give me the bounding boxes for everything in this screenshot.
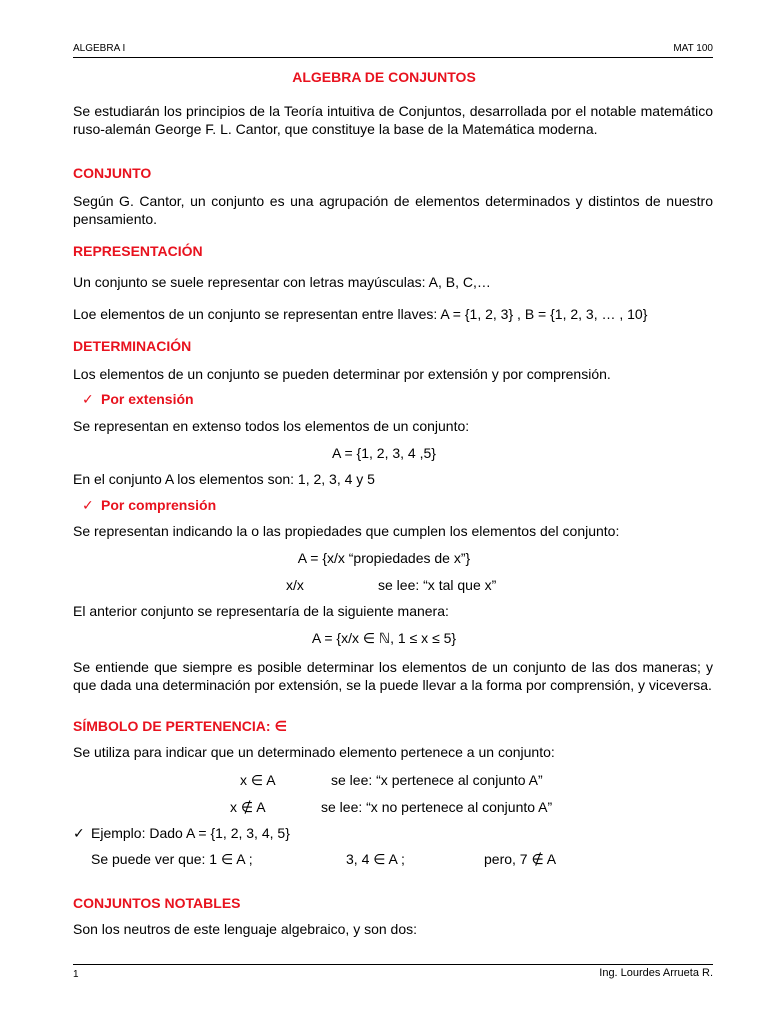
pertenencia-text: Se utiliza para indicar que un determinado elemento pertenece a un conjunto: <box>73 744 555 760</box>
conjunto-definition: Según G. Cantor, un conjunto es una agrupación de elementos determinados y distintos de nuestro pensamiento. <box>73 193 713 227</box>
section-heading-representacion: REPRESENTACIÓN <box>73 243 203 259</box>
representacion-line-2: Loe elementos de un conjunto se representan entre llaves: A = {1, 2, 3} , B = {1, 2, 3, … , 10} <box>73 306 648 322</box>
subheading-por-comprension: Por comprensión <box>101 497 217 513</box>
checkmark-icon: ✓ <box>73 825 85 841</box>
section-heading-pertenencia <box>73 718 287 735</box>
example-line-c: pero, 7 ∉ A <box>484 851 557 867</box>
comprension-text: Se representan indicando la o las propiedades que cumplen los elementos del conjunto: <box>73 523 620 539</box>
checkmark-icon: ✓ <box>82 497 94 513</box>
pertenencia-reading-1: se lee: “x pertenece al conjunto A” <box>331 772 543 788</box>
header-rule <box>73 57 713 58</box>
checkmark-icon: ✓ <box>82 391 94 407</box>
subheading-por-extension: Por extensión <box>101 391 194 407</box>
extension-formula: A = {1, 2, 3, 4 ,5} <box>332 445 436 461</box>
comprension-formula: A = {x/x “propiedades de x”} <box>297 550 471 566</box>
section-heading-determinacion: DETERMINACIÓN <box>73 338 192 354</box>
pertenencia-reading-2: se lee: “x no pertenece al conjunto A” <box>321 799 553 815</box>
section-heading-conjunto: CONJUNTO <box>73 165 152 181</box>
pertenencia-symbol-1: x ∈ A <box>240 772 276 788</box>
page-title: ALGEBRA DE CONJUNTOS <box>292 69 476 85</box>
header-right: MAT 100 <box>673 43 713 54</box>
footer-author: Ing. Lourdes Arrueta R. <box>599 967 713 979</box>
intro-paragraph: Se estudiarán los principios de la Teoría intuitiva de Conjuntos, desarrollada por el notable matemático ruso-alemán George F. L. Cantor, que constituye la base de la Matemática moderna. <box>73 103 713 137</box>
comprension-formula-2: A = {x/x ∈ ℕ, 1 ≤ x ≤ 5} <box>311 630 457 646</box>
extension-text: Se representan en extenso todos los elementos de un conjunto: <box>73 418 470 434</box>
read-symbol: x/x <box>286 577 304 593</box>
determinacion-closing: Se entiende que siempre es posible determinar los elementos de un conjunto de las dos maneras; y que dada una determinación por extensión, se la puede llevar a la forma por comprensión, y viceversa. <box>73 659 713 693</box>
representacion-line-1: Un conjunto se suele representar con letras mayúsculas: A, B, C,… <box>73 274 491 290</box>
example-line-b: 3, 4 ∈ A ; <box>346 851 405 867</box>
footer-rule <box>73 964 713 965</box>
header-left: ALGEBRA I <box>73 43 126 54</box>
extension-note: En el conjunto A los elementos son: 1, 2, 3, 4 y 5 <box>73 471 375 487</box>
notables-text: Son los neutros de este lenguaje algebraico, y son dos: <box>73 921 418 937</box>
pertenencia-symbol-2: x ∉ A <box>230 799 266 815</box>
example-text: Ejemplo: Dado A = {1, 2, 3, 4, 5} <box>91 825 290 841</box>
pertenencia-heading-text: SÍMBOLO DE PERTENENCIA: <box>73 718 271 734</box>
example-line-a: Se puede ver que: 1 ∈ A ; <box>91 851 253 867</box>
comprension-note: El anterior conjunto se representaría de la siguiente manera: <box>73 603 449 619</box>
determinacion-intro: Los elementos de un conjunto se pueden determinar por extensión y por comprensión. <box>73 366 611 382</box>
page-number: 1 <box>73 969 79 980</box>
element-of-symbol: ∈ <box>274 718 288 734</box>
read-text: se lee: “x tal que x” <box>378 577 497 593</box>
section-heading-notables: CONJUNTOS NOTABLES <box>73 895 241 911</box>
